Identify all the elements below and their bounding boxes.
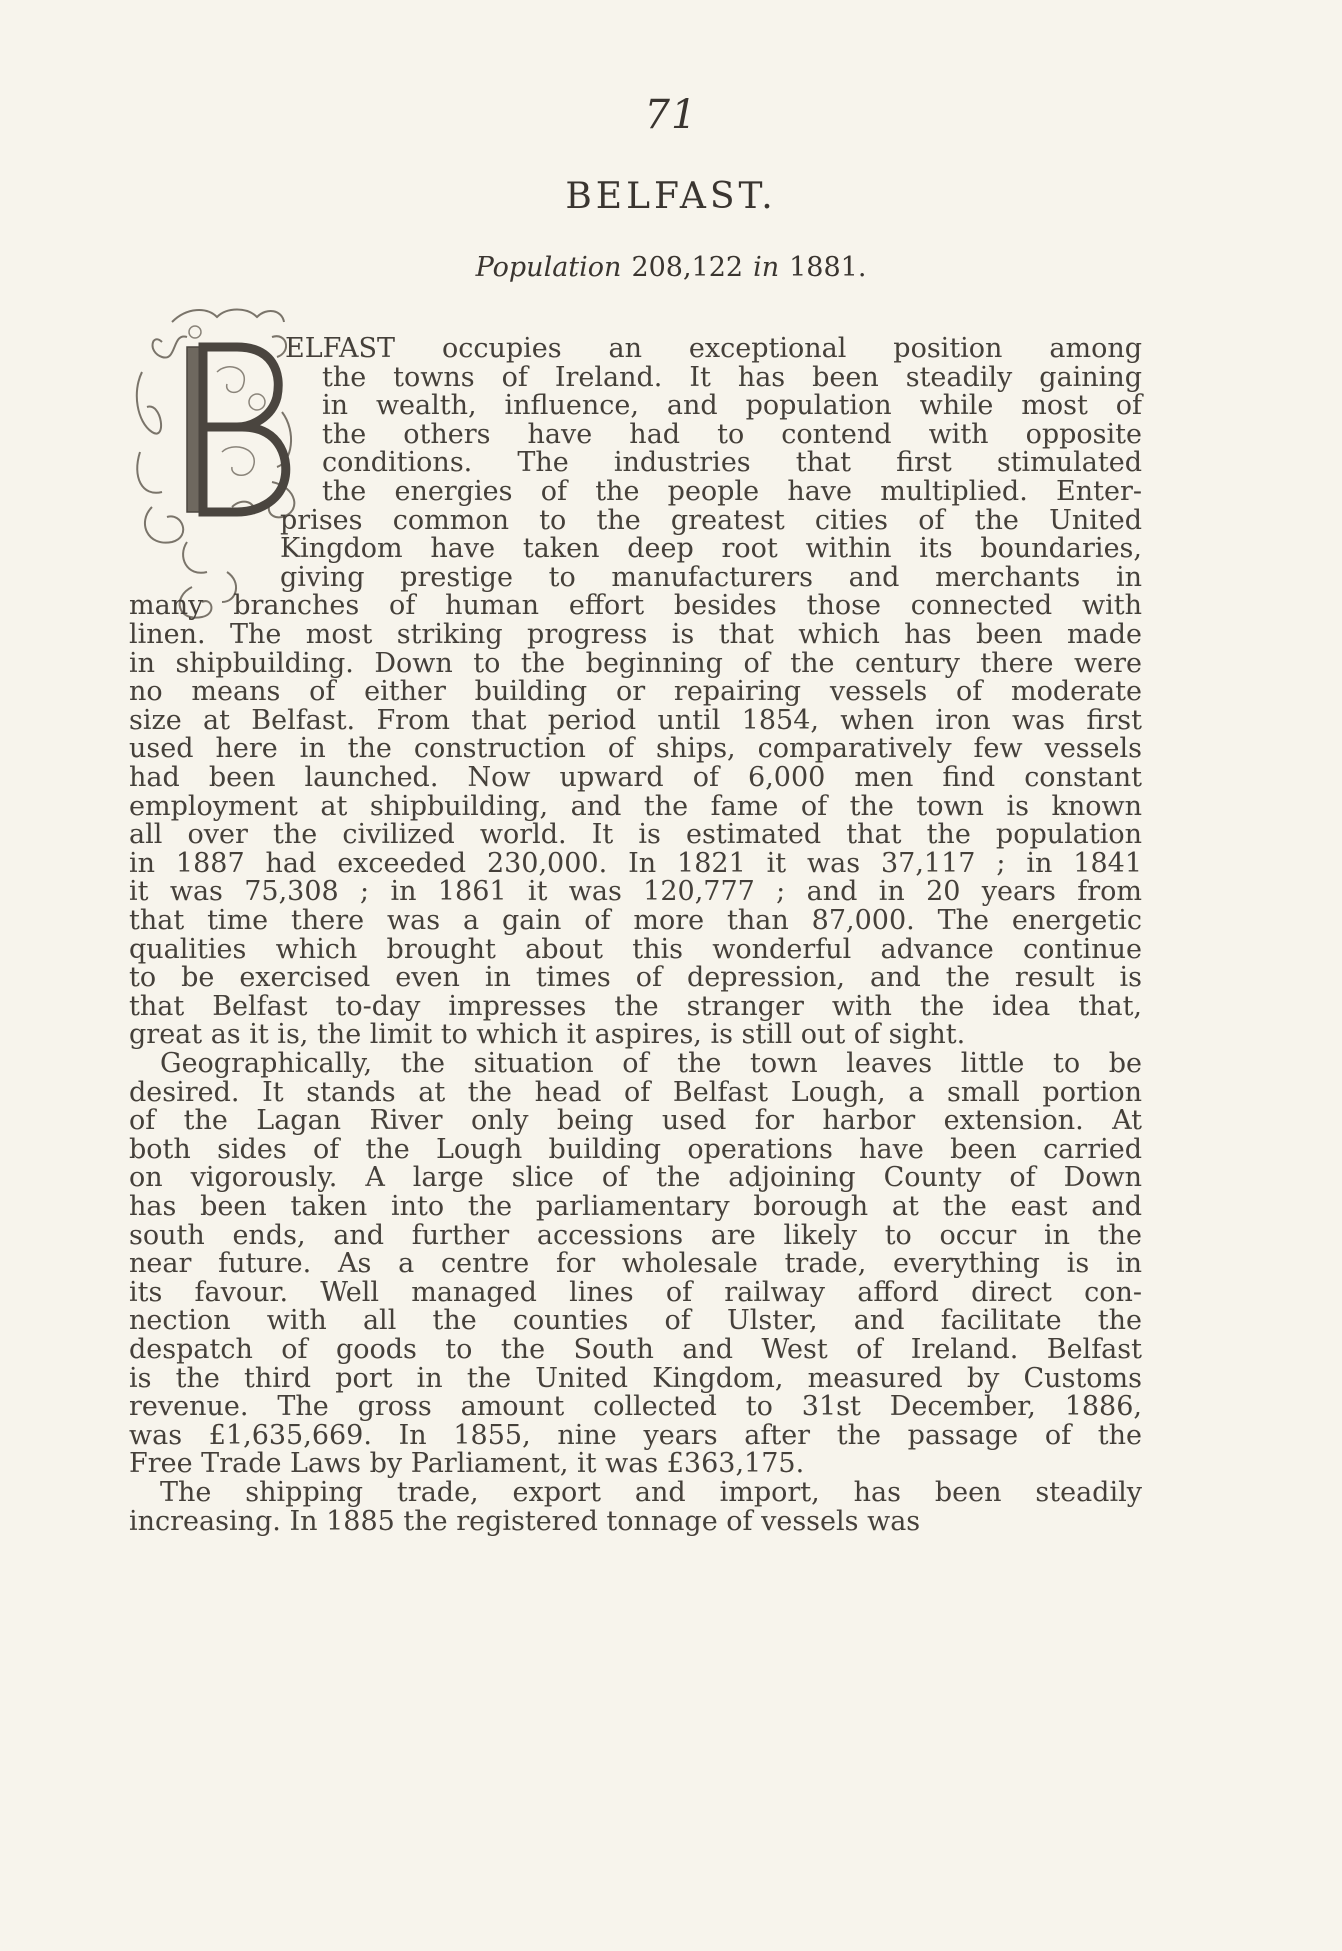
page-number: 71 bbox=[644, 92, 698, 138]
text-line: that time there was a gain of more than 87,000. The energetic bbox=[129, 905, 1142, 936]
ornamental-dropcap-b bbox=[132, 302, 302, 632]
text-line: the towns of Ireland. It has been steadily gaining bbox=[322, 361, 1142, 393]
text-line: Kingdom have taken deep root within its boundaries, bbox=[280, 533, 1142, 565]
text-line: many branches of human effort besides those connected with bbox=[129, 590, 1142, 622]
text-line: its favour. Well managed lines of railway afford direct con- bbox=[129, 1276, 1142, 1308]
text-line: used here in the construction of ships, comparatively few vessels bbox=[129, 733, 1142, 765]
text-line: revenue. The gross amount collected to 31st December, 1886, bbox=[129, 1391, 1142, 1423]
text-line: ELFAST occupies an exceptional position among bbox=[285, 333, 1142, 364]
text-line: great as it is, the limit to which it aspires, is still out of sight. bbox=[129, 1019, 966, 1051]
text-line: had been launched. Now upward of 6,000 men find constant bbox=[129, 762, 1142, 793]
text-line: both sides of the Lough building operations have been carried bbox=[129, 1133, 1142, 1165]
text-line: nection with all the counties of Ulster, and facilitate the bbox=[129, 1305, 1142, 1337]
text-line: was £1,635,669. In 1855, nine years after the passage of the bbox=[129, 1419, 1142, 1451]
text-line: conditions. The industries that first stimulated bbox=[322, 447, 1142, 479]
text-line: has been taken into the parliamentary borough at the east and bbox=[129, 1191, 1142, 1222]
text-line: size at Belfast. From that period until 1854, when iron was first bbox=[129, 704, 1142, 736]
text-line: increasing. In 1885 the registered tonnage of vessels was bbox=[129, 1505, 921, 1537]
text-line: all over the civilized world. It is estimated that the population bbox=[129, 819, 1142, 851]
text-line: of the Lagan River only being used for harbor extension. At bbox=[129, 1105, 1142, 1137]
text-line: despatch of goods to the South and West of Ireland. Belfast bbox=[129, 1334, 1142, 1365]
text-line: the energies of the people have multiplied. Enter- bbox=[322, 476, 1142, 507]
text-line: prises common to the greatest cities of the United bbox=[280, 504, 1142, 536]
text-line: in 1887 had exceeded 230,000. In 1821 it was 37,117 ; in 1841 bbox=[129, 847, 1142, 879]
text-line: is the third port in the United Kingdom, measured by Customs bbox=[129, 1362, 1142, 1394]
text-line: employment at shipbuilding, and the fame of the town is known bbox=[129, 790, 1142, 822]
population-label: Population bbox=[475, 252, 622, 283]
text-line: Free Trade Laws by Parliament, it was £363,175. bbox=[129, 1448, 805, 1480]
text-line: near future. As a centre for wholesale trade, everything is in bbox=[129, 1248, 1142, 1280]
page-title: BELFAST. bbox=[565, 176, 777, 217]
text-line: that Belfast to-day impresses the stranger with the idea that, bbox=[129, 990, 1142, 1022]
text-line: in wealth, influence, and population while most of bbox=[322, 390, 1142, 422]
population-in: in bbox=[753, 252, 780, 283]
text-line: desired. It stands at the head of Belfast Lough, a small portion bbox=[129, 1076, 1142, 1108]
text-line: to be exercised even in times of depression, and the result is bbox=[129, 962, 1142, 994]
text-line: The shipping trade, export and import, has been steadily bbox=[160, 1477, 1142, 1508]
text-line: it was 75,308 ; in 1861 it was 120,777 ; and in 20 years from bbox=[129, 876, 1142, 908]
text-line: linen. The most striking progress is that which has been made bbox=[129, 619, 1142, 650]
population-subtitle bbox=[0, 252, 1342, 283]
text-line: on vigorously. A large slice of the adjoining County of Down bbox=[129, 1162, 1142, 1194]
text-line: no means of either building or repairing vessels of moderate bbox=[129, 676, 1142, 708]
text-line: the others have had to contend with opposite bbox=[322, 418, 1142, 450]
text-line: south ends, and further accessions are likely to occur in the bbox=[129, 1219, 1142, 1251]
text-line: giving prestige to manufacturers and merchants in bbox=[280, 561, 1142, 593]
text-line: in shipbuilding. Down to the beginning of the century there were bbox=[129, 647, 1142, 679]
population-year: 1881. bbox=[789, 252, 867, 283]
population-value: 208,122 bbox=[631, 252, 744, 283]
text-line: Geographically, the situation of the town leaves little to be bbox=[160, 1048, 1142, 1079]
text-line: qualities which brought about this wonderful advance continue bbox=[129, 933, 1142, 965]
